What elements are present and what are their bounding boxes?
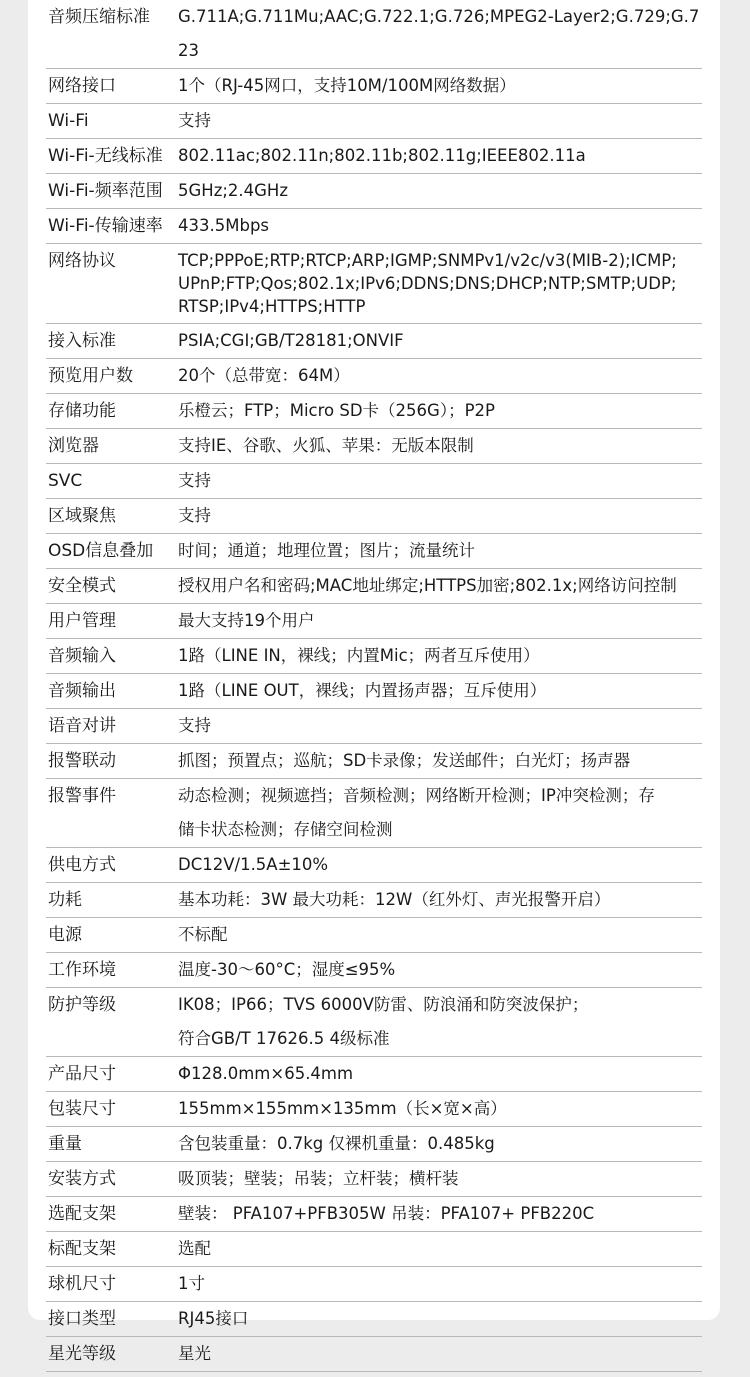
spec-label: 包装尺寸 xyxy=(48,1099,116,1119)
spec-value: 433.5Mbps xyxy=(178,216,270,235)
spec-row xyxy=(46,1162,702,1197)
spec-row xyxy=(46,953,702,988)
spec-label: 报警事件 xyxy=(48,786,116,806)
spec-value: 选配 xyxy=(178,1239,211,1258)
spec-label: 预览用户数 xyxy=(48,366,133,386)
spec-value: 1路（LINE IN，裸线；内置Mic；两者互斥使用） xyxy=(178,646,540,665)
spec-value: 1路（LINE OUT，裸线；内置扬声器；互斥使用） xyxy=(178,681,547,700)
spec-value: 5GHz;2.4GHz xyxy=(178,181,289,200)
spec-value: 支持 xyxy=(178,111,211,130)
spec-row xyxy=(46,499,702,534)
spec-row xyxy=(46,883,702,918)
spec-label: 网络协议 xyxy=(48,251,116,271)
spec-value: RJ45接口 xyxy=(178,1309,249,1328)
spec-row xyxy=(46,1127,702,1162)
spec-row xyxy=(46,1302,702,1337)
spec-row xyxy=(46,848,702,883)
spec-value: 20个（总带宽：64M） xyxy=(178,366,350,385)
spec-label: 安全模式 xyxy=(48,576,116,596)
spec-row xyxy=(46,174,702,209)
spec-row xyxy=(46,104,702,139)
spec-value: 最大支持19个用户 xyxy=(178,611,315,630)
spec-label: 接口类型 xyxy=(48,1309,116,1329)
spec-label: 重量 xyxy=(48,1134,82,1154)
spec-label: 选配支架 xyxy=(48,1204,116,1224)
spec-value: 支持IE、谷歌、火狐、苹果：无版本限制 xyxy=(178,436,474,455)
spec-value: 1寸 xyxy=(178,1274,205,1293)
spec-value: 基本功耗：3W 最大功耗：12W（红外灯、声光报警开启） xyxy=(178,890,611,909)
spec-label: Wi-Fi-传输速率 xyxy=(48,216,163,236)
spec-value: 乐橙云；FTP；Micro SD卡（256G）；P2P xyxy=(178,401,495,420)
spec-label: 报警联动 xyxy=(48,751,116,771)
spec-row xyxy=(46,139,702,174)
spec-value: 含包装重量：0.7kg 仅裸机重量：0.485kg xyxy=(178,1134,495,1153)
spec-row xyxy=(46,674,702,709)
spec-value: 壁装： PFA107+PFB305W 吊装：PFA107+ PFB220C xyxy=(178,1204,595,1223)
spec-value: 抓图；预置点；巡航；SD卡录像；发送邮件；白光灯；扬声器 xyxy=(178,751,631,770)
spec-row xyxy=(46,209,702,244)
spec-value: 802.11ac;802.11n;802.11b;802.11g;IEEE802.11a xyxy=(178,146,586,165)
spec-table xyxy=(46,0,702,1372)
spec-label: 产品尺寸 xyxy=(48,1064,116,1084)
spec-row xyxy=(46,394,702,429)
spec-row xyxy=(46,709,702,744)
spec-label: 区域聚焦 xyxy=(48,506,116,526)
spec-row xyxy=(46,429,702,464)
spec-row xyxy=(46,569,702,604)
spec-value: 155mm×155mm×135mm（长×宽×高） xyxy=(178,1099,507,1118)
spec-label: 防护等级 xyxy=(48,995,116,1015)
spec-row xyxy=(46,918,702,953)
spec-label: 音频输出 xyxy=(48,681,116,701)
spec-row xyxy=(46,69,702,104)
spec-row xyxy=(46,1337,702,1372)
spec-row xyxy=(46,1092,702,1127)
spec-label: 安装方式 xyxy=(48,1169,116,1189)
spec-row xyxy=(46,779,702,848)
spec-label: 接入标准 xyxy=(48,331,116,351)
spec-card xyxy=(28,0,720,1364)
spec-label: 功耗 xyxy=(48,890,82,910)
spec-label: 供电方式 xyxy=(48,855,116,875)
spec-value: DC12V/1.5A±10% xyxy=(178,855,329,874)
spec-row xyxy=(46,464,702,499)
spec-row xyxy=(46,988,702,1057)
spec-row xyxy=(46,639,702,674)
spec-row xyxy=(46,244,702,324)
spec-value: 吸顶装；壁装；吊装；立杆装；横杆装 xyxy=(178,1169,459,1188)
spec-label: 球机尺寸 xyxy=(48,1274,116,1294)
spec-label: 音频压缩标准 xyxy=(48,7,150,27)
spec-value: Φ128.0mm×65.4mm xyxy=(178,1064,354,1083)
spec-label: 浏览器 xyxy=(48,436,99,456)
spec-label: Wi-Fi xyxy=(48,111,89,131)
spec-value: 支持 xyxy=(178,471,211,490)
spec-value: 时间；通道；地理位置；图片；流量统计 xyxy=(178,541,475,560)
spec-value: 不标配 xyxy=(178,925,228,944)
spec-row xyxy=(46,1057,702,1092)
spec-label: 工作环境 xyxy=(48,960,116,980)
spec-label: 语音对讲 xyxy=(48,716,116,736)
spec-value: 支持 xyxy=(178,506,211,525)
spec-label: 音频输入 xyxy=(48,646,116,666)
spec-value: 星光 xyxy=(178,1344,211,1363)
spec-row xyxy=(46,744,702,779)
spec-row xyxy=(46,534,702,569)
spec-label: Wi-Fi-频率范围 xyxy=(48,181,163,201)
spec-row xyxy=(46,1197,702,1232)
spec-label: 电源 xyxy=(48,925,82,945)
spec-label: Wi-Fi-无线标准 xyxy=(48,146,163,166)
spec-label: 存储功能 xyxy=(48,401,116,421)
spec-value: 温度-30～60°C；湿度≤95% xyxy=(178,960,396,979)
spec-value: 1个（RJ-45网口，支持10M/100M网络数据） xyxy=(178,76,516,95)
spec-value: PSIA;CGI;GB/T28181;ONVIF xyxy=(178,331,404,350)
spec-row xyxy=(46,1232,702,1267)
spec-row xyxy=(46,359,702,394)
spec-label: 用户管理 xyxy=(48,611,116,631)
spec-value: 支持 xyxy=(178,716,211,735)
spec-label: 标配支架 xyxy=(48,1239,116,1259)
spec-label: 星光等级 xyxy=(48,1344,116,1364)
spec-value: 动态检测；视频遮挡；音频检测；网络断开检测；IP冲突检测；存 储卡状态检测；存储空间检测 xyxy=(178,786,655,839)
spec-label: SVC xyxy=(48,471,83,491)
spec-row xyxy=(46,604,702,639)
spec-value: 授权用户名和密码;MAC地址绑定;HTTPS加密;802.1x;网络访问控制 xyxy=(178,576,677,595)
spec-label: OSD信息叠加 xyxy=(48,541,154,561)
spec-row xyxy=(46,1267,702,1302)
spec-value: TCP;PPPoE;RTP;RTCP;ARP;IGMP;SNMPv1/v2c/v3(MIB-2);ICMP; UPnP;FTP;Qos;802.1x;IPv6;DDNS;DNS;DHCP;NTP;SMTP;UDP; RTSP;IPv4;HTTPS;HTTP xyxy=(178,251,677,316)
spec-row xyxy=(46,324,702,359)
spec-value: IK08；IP66；TVS 6000V防雷、防浪涌和防突波保护； 符合GB/T 17626.5 4级标准 xyxy=(178,995,589,1048)
spec-label: 网络接口 xyxy=(48,76,116,96)
spec-row xyxy=(46,0,702,69)
spec-value: G.711A;G.711Mu;AAC;G.722.1;G.726;MPEG2-Layer2;G.729;G.723 xyxy=(178,7,700,60)
